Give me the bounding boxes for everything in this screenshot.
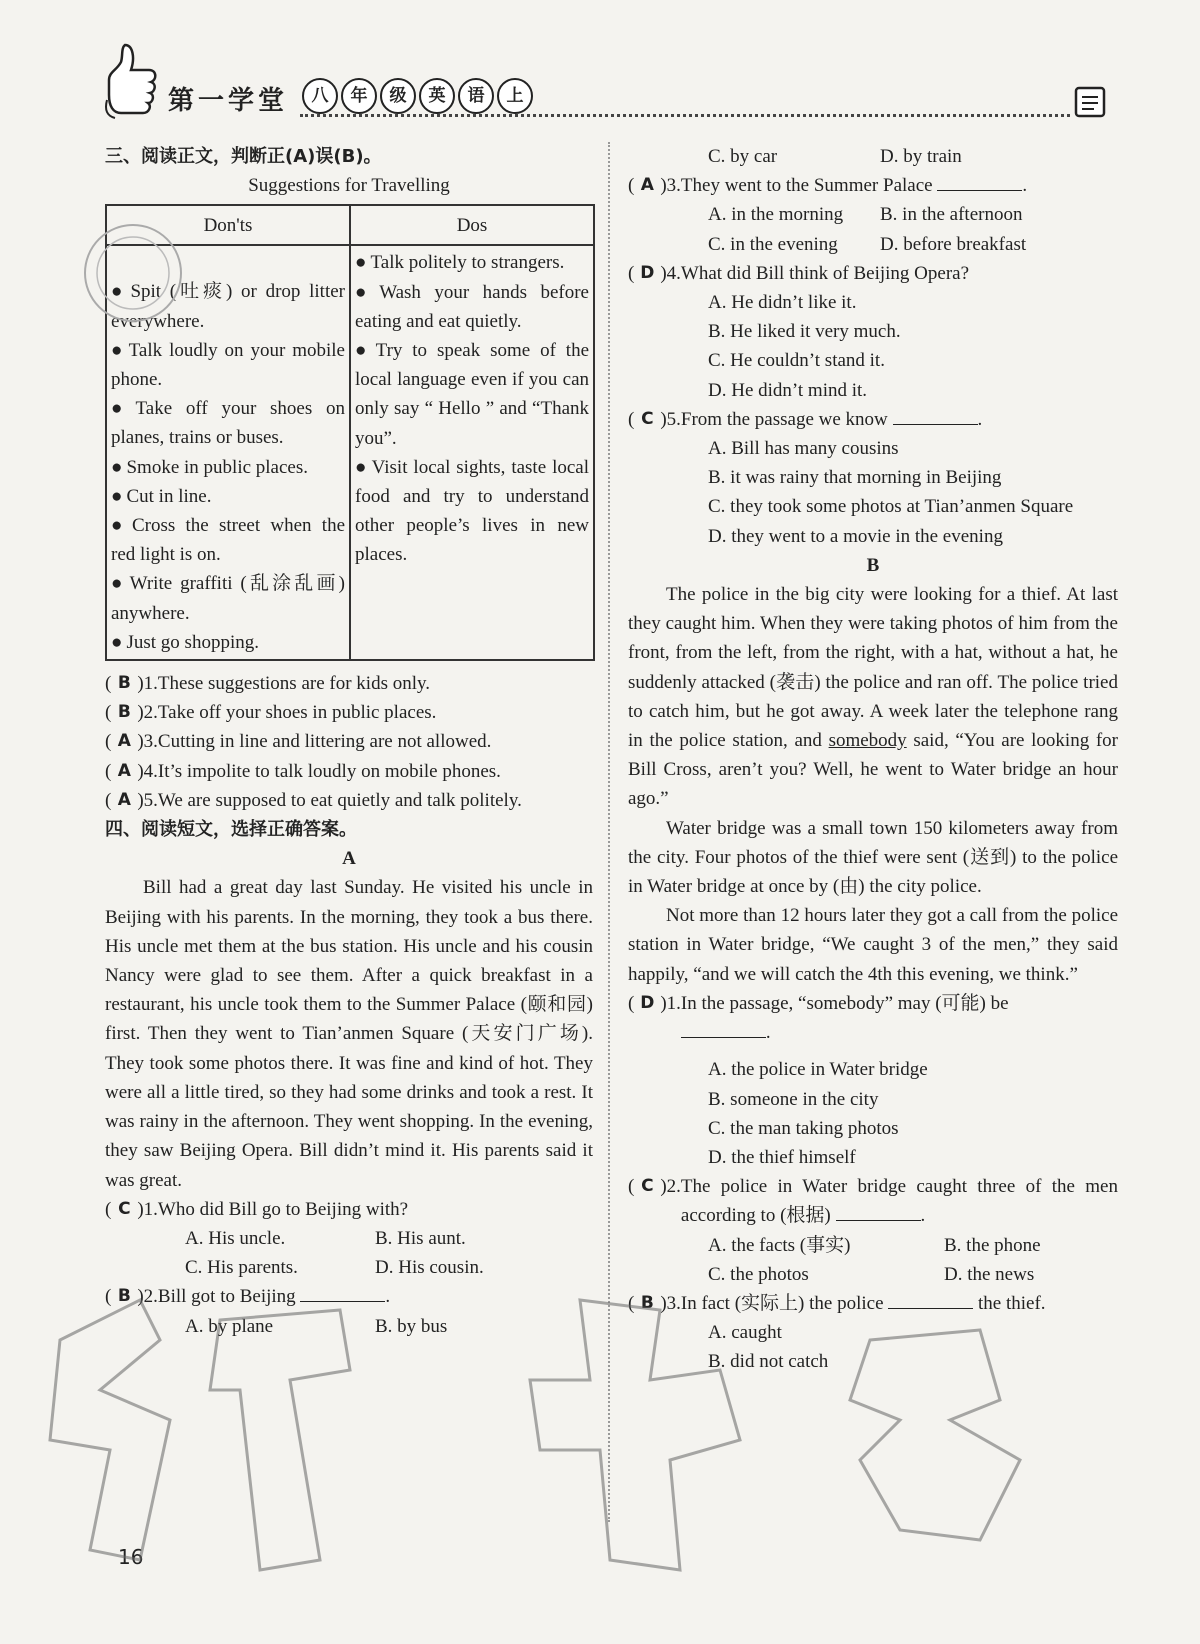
answer-mark: B (117, 673, 131, 694)
answer-mark: D (640, 262, 655, 283)
option: A. caught (708, 1322, 782, 1344)
mc-question: ( C )5. From the passage we know . (628, 405, 1118, 434)
option: B. by bus (375, 1315, 448, 1337)
right-column (628, 142, 1118, 1377)
option-row (105, 1253, 593, 1282)
passage-a-label: A (342, 848, 356, 870)
tf-question: ( B ) 2. Take off your shoes in public places. (105, 698, 593, 727)
answer-mark: A (117, 731, 131, 752)
badge-char: 级 (380, 78, 416, 114)
mc-question: ( A )3. They went to the Summer Palace . (628, 171, 1118, 200)
option: D. His cousin. (375, 1257, 484, 1279)
passage-b-paragraph-2: Water bridge was a small town 150 kilometers away from the city. Four photos of the thief were sent (送到) to the police in Water bridge at once by (由) the city police. (628, 817, 1118, 898)
question-text: From the passage we know (680, 408, 888, 430)
answer-blank (681, 1019, 766, 1038)
passage-a-text: Bill had a great day last Sunday. He visited his uncle in Beijing with his parents. In the morning, they took a bus there. His uncle met them at the bus station. His uncle and his cousin Nancy were glad to see them. After a quick breakfast in a restaurant, his uncle took them to the Summer Palace (颐和园) first. Then they went to Tian’anmen Square (天安门广场). They took some photos there. It was fine and kind of hot. They were all a little tired, so they had some drinks and took a rest. It was rainy in the afternoon. They went shopping. In the evening, they saw Beijing Opera. Bill didn’t mind it. His parents said it was great. (105, 877, 593, 1191)
option: C. by car (708, 146, 778, 167)
answer-mark: A (117, 760, 131, 781)
option: C. the photos (708, 1263, 809, 1285)
dont-item: ● Write graffiti (乱涂乱画) anywhere. (111, 569, 345, 627)
tf-question: ( A ) 5. We are supposed to eat quietly and talk politely. (105, 786, 593, 815)
thumbs-up-logo-icon (105, 40, 160, 120)
question-text: These suggestions are for kids only. (157, 673, 431, 695)
passage-b-paragraph-1: The police in the big city were looking for a thief. At last they caught him. When they were taking photos of him from the front, from the left, from the right, with a hat, without a hat, he suddenly attacked (袭击) the police and ran off. The police tried to catch him, but he got away. A week later the telephone rang in the police station, and somebody said, “You are looking for Bill Cross, aren’t you? Well, he went to Water bridge an hour ago.” (628, 584, 1119, 810)
dont-item: ● Talk loudly on your mobile phone. (111, 336, 345, 394)
option: C. the man taking photos (708, 1117, 899, 1139)
badge-char: 年 (341, 78, 377, 114)
section4-heading: 四、阅读短文，选择正确答案。 (105, 819, 357, 841)
header-dos: Dos (350, 205, 594, 245)
option: B. it was rainy that morning in Beijing (708, 467, 1002, 489)
option: A. in the morning (708, 204, 844, 226)
answer-blank (937, 172, 1022, 191)
option: D. He didn’t mind it. (708, 379, 868, 401)
book-title: 第一学堂 (168, 86, 289, 116)
mc-question: ( D )1. In the passage, “somebody” may (可能) be . (628, 989, 1118, 1047)
header-donts: Don'ts (106, 205, 350, 245)
badge-char: 英 (419, 78, 455, 114)
option: B. in the afternoon (880, 204, 1023, 226)
answer-mark: B (117, 702, 131, 723)
dont-item: ● Cross the street when the red light is on. (111, 511, 345, 569)
dont-item: ● Smoke in public places. (111, 453, 345, 482)
mc-question: ( D )4. What did Bill think of Beijing Opera? (628, 259, 1118, 288)
option: A. the police in Water bridge (708, 1059, 928, 1081)
tf-question: ( A ) 4. It’s impolite to talk loudly on mobile phones. (105, 757, 593, 786)
do-item: ● Try to speak some of the local language even if you can only say “ Hello ” and “Thank you”. (355, 336, 589, 453)
option: D. by train (880, 146, 962, 167)
stamp-watermark-icon (78, 218, 188, 328)
grade-subject-badges (302, 78, 533, 114)
option: A. Bill has many cousins (708, 438, 899, 460)
answer-blank (836, 1202, 921, 1221)
option: A. His uncle. (185, 1227, 286, 1249)
page-number: 16 (118, 1545, 144, 1569)
passage-b-label: B (866, 554, 880, 576)
header-dotted-rule (300, 114, 1070, 117)
question-text: They went to the Summer Palace (680, 175, 933, 197)
option: D. before breakfast (880, 233, 1027, 255)
option: C. His parents. (185, 1257, 298, 1279)
notebook-icon (1072, 84, 1110, 120)
question-text: The police in Water bridge caught three of the men according to (根据) (680, 1176, 1118, 1227)
question-text: Cutting in line and littering are not allowed. (157, 731, 492, 753)
answer-mark: C (641, 1176, 654, 1197)
option-row (628, 230, 1118, 259)
section3-questions (105, 669, 593, 815)
tf-question: ( A ) 3. Cutting in line and littering are not allowed. (105, 727, 593, 756)
answer-mark: A (640, 175, 654, 196)
option: A. He didn’t like it. (708, 292, 857, 314)
badge-char: 上 (497, 78, 533, 114)
option: D. the thief himself (708, 1146, 856, 1168)
table-title: Suggestions for Travelling (248, 175, 450, 197)
do-item: ● Wash your hands before eating and eat quietly. (355, 278, 589, 336)
option: C. He couldn’t stand it. (708, 350, 885, 372)
question-text: Who did Bill go to Beijing with? (157, 1198, 409, 1220)
do-item: ● Visit local sights, taste local food and try to understand other people’s lives in new places. (355, 453, 589, 570)
option: B. did not catch (708, 1351, 829, 1373)
section3-heading: 三、阅读正文，判断正(A)误(B)。 (105, 146, 382, 167)
do-item: ● Talk politely to strangers. (355, 248, 589, 277)
answer-blank (893, 406, 978, 425)
option: A. the facts (事实) (708, 1234, 851, 1256)
answer-mark: C (641, 408, 654, 429)
dont-item: ● Take off your shoes on planes, trains or buses. (111, 394, 345, 452)
option: D. the news (944, 1263, 1035, 1285)
option-row (105, 1224, 593, 1253)
question-text: What did Bill think of Beijing Opera? (680, 262, 970, 284)
option: B. the phone (944, 1234, 1041, 1256)
dont-item: ● Cut in line. (111, 482, 345, 511)
option: B. He liked it very much. (708, 321, 901, 343)
answer-mark: B (117, 1286, 131, 1307)
mc-question: ( C ) 1. Who did Bill go to Beijing with? (105, 1195, 593, 1224)
question-text: It’s impolite to talk loudly on mobile phones. (157, 760, 501, 782)
answer-mark: C (118, 1198, 131, 1219)
mc-question: ( C )2. The police in Water bridge caught three of the men according to (根据) . (628, 1172, 1118, 1230)
answer-mark: A (117, 789, 131, 810)
question-text: We are supposed to eat quietly and talk politely. (157, 789, 522, 811)
option-row (628, 200, 1118, 229)
badge-char: 语 (458, 78, 494, 114)
option: C. in the evening (708, 233, 838, 255)
underlined-word: somebody (828, 730, 907, 752)
passage-b-paragraph-3: Not more than 12 hours later they got a call from the police station in Water bridge, “We caught 3 of the men,” they said happily, “and we will catch the 4th this evening, we think.” (628, 905, 1118, 985)
question-text: Take off your shoes in public places. (157, 702, 437, 724)
mc-question: ( B ) 2. Bill got to Beijing . (105, 1282, 593, 1311)
question-text: In fact (实际上) the police (680, 1292, 884, 1314)
watermark-outline-icon (20, 1280, 1170, 1580)
question-text: In the passage, “somebody” may (可能) be (680, 992, 1009, 1014)
option-row (628, 1231, 1118, 1260)
mc-question: ( B )3. In fact (实际上) the police the thief. (628, 1289, 1118, 1318)
option: A. by plane (185, 1315, 274, 1337)
option-row (628, 142, 1118, 171)
option: B. someone in the city (708, 1088, 879, 1110)
option: B. His aunt. (375, 1227, 466, 1249)
tf-question: ( B ) 1. These suggestions are for kids only. (105, 669, 593, 698)
dont-item: ● Spit (吐痰) or drop litter everywhere. (111, 277, 345, 335)
option: D. they went to a movie in the evening (708, 525, 1003, 547)
answer-mark: D (640, 992, 655, 1013)
dos-cell (350, 245, 594, 660)
question-text: Bill got to Beijing (157, 1286, 296, 1308)
badge-char: 八 (302, 78, 338, 114)
answer-mark: B (640, 1292, 654, 1313)
dont-item: ● Just go shopping. (111, 628, 345, 657)
option: C. they took some photos at Tian’anmen Square (708, 496, 1074, 518)
